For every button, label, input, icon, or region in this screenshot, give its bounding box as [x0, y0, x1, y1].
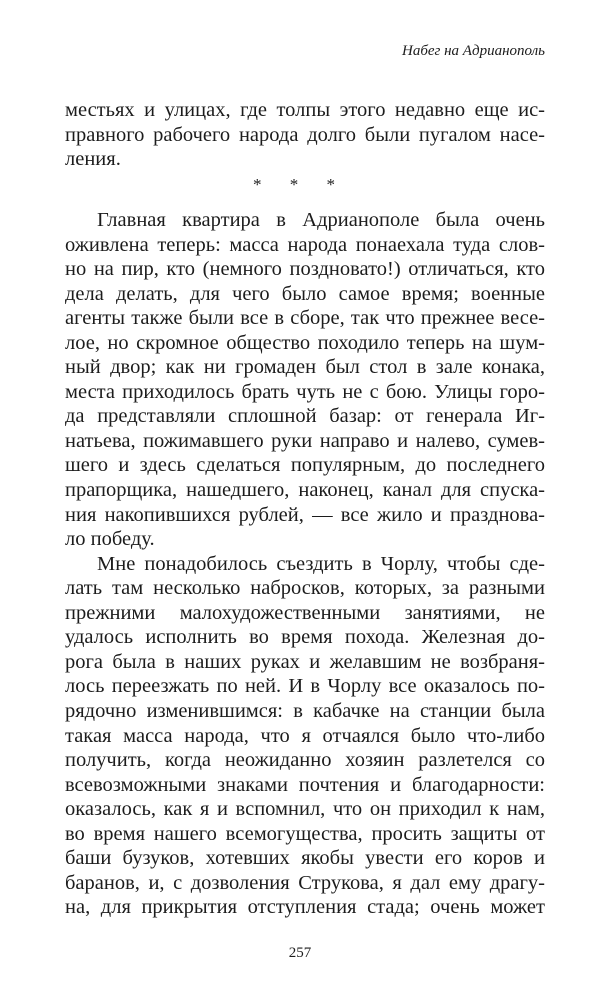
- text-line: такая масса народа, что я отчаялся было что-либо: [65, 724, 545, 747]
- text-line: баши бузуков, хотевших якобы увести его коров и: [65, 847, 545, 870]
- text-line: Мне понадобилось съездить в Чорлу, чтобы сде-: [97, 552, 545, 575]
- text-line: натьева, пожимавшего руки направо и налево, сумев-: [65, 429, 545, 452]
- text-line: оживлена теперь: масса народа понаехала туда слов-: [65, 233, 545, 256]
- text-line: шего и здесь сделаться популярным, до последнего: [65, 454, 545, 477]
- running-header: Набег на Адрианополь: [401, 43, 545, 59]
- text-line: лое, но скромное общество походило теперь на шум-: [65, 331, 545, 354]
- paragraph-main-quarters: [65, 208, 545, 552]
- text-line: баранов, и, с дозволения Струкова, я дал ему драгу-: [65, 871, 545, 894]
- text-line: места приходилось брать чуть не с бою. Улицы горо-: [65, 380, 545, 403]
- paragraph-continuation: [65, 98, 545, 172]
- page-number: 257: [288, 945, 312, 961]
- text-line: ный двор; как ни громаден был стол в зале конака,: [65, 356, 545, 379]
- text-line: но на пир, кто (немного поздновато!) отличаться, кто: [65, 258, 545, 281]
- text-line: во время нашего всемогущества, просить защиты от: [65, 822, 545, 845]
- text-line: дела делать, для чего было самое время; военные: [65, 282, 545, 305]
- text-line: местьях и улицах, где толпы этого недавно еще ис-: [65, 99, 545, 121]
- text-line: Главная квартира в Адрианополе была очень: [97, 209, 545, 231]
- text-line: всевозможными знаками почтения и благодарности:: [65, 773, 545, 796]
- text-line: ления.: [65, 148, 121, 171]
- text-line: на, для прикрытия отступления стада; очень может: [65, 896, 545, 919]
- text-line: рога была в наших руках и желавшим не возбраня-: [65, 650, 545, 673]
- text-line: правного рабочего народа долго были пугалом насе-: [65, 123, 545, 146]
- text-line: получить, когда неожиданно хозяин разлетелся со: [65, 749, 545, 772]
- text-line: лать там несколько набросков, которых, за разными: [65, 577, 545, 600]
- text-line: оказалось, как я и вспомнил, что он приходил к нам,: [65, 798, 545, 821]
- section-separator: * * *: [253, 175, 347, 194]
- text-line: да представляли сплошной базар: от генерала Иг-: [65, 405, 545, 428]
- paragraph-chorlu: [65, 552, 545, 920]
- text-line: удалось исполнить во время похода. Железная до-: [65, 626, 545, 649]
- text-line: ло победу.: [65, 528, 155, 551]
- text-line: ния накопившихся рублей, — все жило и празднова-: [65, 503, 545, 526]
- text-line: прапорщика, нашедшего, наконец, канал для спуска-: [65, 479, 545, 502]
- text-line: рядочно изменившимся: в кабачке на станции была: [65, 699, 545, 722]
- text-line: прежними малохудожественными занятиями, не: [65, 601, 545, 624]
- text-line: лось переезжать по ней. И в Чорлу все оказалось по-: [65, 675, 545, 698]
- text-line: агенты также были все в сборе, так что прежнее весе-: [65, 307, 545, 330]
